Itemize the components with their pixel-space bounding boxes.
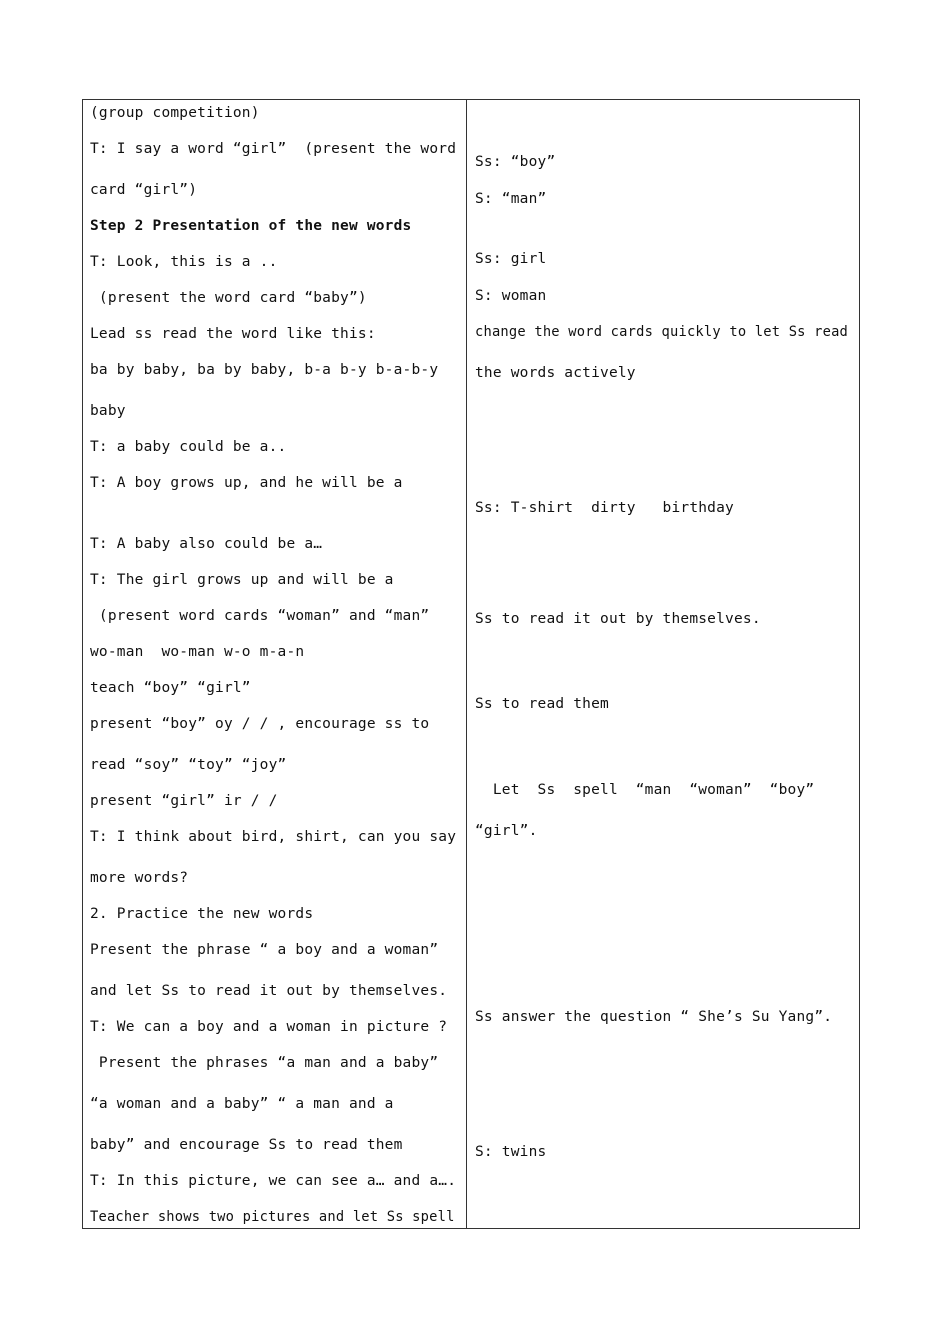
teacher-line: T: A boy grows up, and he will be a [90, 475, 403, 491]
teacher-line: and let Ss to read it out by themselves. [90, 983, 448, 999]
step-heading: Step 2 Presentation of the new words [90, 218, 412, 234]
teacher-line: T: The girl grows up and will be a [90, 572, 394, 588]
teacher-line: more words? [90, 870, 189, 886]
student-line: Ss to read them [475, 696, 609, 712]
teacher-line: wo-man wo-man w-o m-a-n [90, 644, 305, 660]
teacher-line: T: a baby could be a.. [90, 439, 287, 455]
column-divider [466, 99, 467, 1229]
student-line: “girl”. [475, 823, 538, 839]
teacher-line: Present the phrases “a man and a baby” [90, 1055, 439, 1071]
student-line: Ss: “boy” [475, 154, 556, 170]
student-line: Let Ss spell “man “woman” “boy” [475, 782, 815, 798]
teacher-line: T: We can a boy and a woman in picture ? [90, 1019, 448, 1035]
teacher-line: card “girl”) [90, 182, 198, 198]
student-line: Ss answer the question “ She’s Su Yang”. [475, 1009, 833, 1025]
teacher-line: (present the word card “baby”) [90, 290, 367, 306]
teacher-line: “a woman and a baby” “ a man and a [90, 1096, 394, 1112]
teacher-line: T: I say a word “girl” (present the word [90, 141, 457, 157]
student-line: the words actively [475, 365, 636, 381]
teacher-line: read “soy” “toy” “joy” [90, 757, 287, 773]
teacher-line: Present the phrase “ a boy and a woman” [90, 942, 439, 958]
student-line: Ss to read it out by themselves. [475, 611, 761, 627]
student-line: S: twins [475, 1144, 547, 1160]
student-line: S: “man” [475, 191, 547, 207]
teacher-line: Teacher shows two pictures and let Ss spell [90, 1209, 455, 1225]
teacher-line: Lead ss read the word like this: [90, 326, 376, 342]
teacher-line: T: A baby also could be a… [90, 536, 323, 552]
teacher-line: ba by baby, ba by baby, b-a b-y b-a-b-y [90, 362, 439, 378]
teacher-line: present “girl” ir / / [90, 793, 278, 809]
teacher-line: T: In this picture, we can see a… and a…. [90, 1173, 457, 1189]
student-line: S: woman [475, 288, 547, 304]
student-line: Ss: girl [475, 251, 547, 267]
teacher-line: 2. Practice the new words [90, 906, 314, 922]
student-line: Ss: T-shirt dirty birthday [475, 500, 734, 516]
teacher-line: baby” and encourage Ss to read them [90, 1137, 403, 1153]
teacher-line: present “boy” oy / / , encourage ss to [90, 716, 430, 732]
teacher-line: (group competition) [90, 105, 260, 121]
teacher-line: (present word cards “woman” and “man” [90, 608, 430, 624]
teacher-line: teach “boy” “girl” [90, 680, 251, 696]
teacher-line: T: I think about bird, shirt, can you say [90, 829, 457, 845]
teacher-line: T: Look, this is a .. [90, 254, 278, 270]
teacher-line: baby [90, 403, 126, 419]
student-line: change the word cards quickly to let Ss read [475, 324, 849, 340]
